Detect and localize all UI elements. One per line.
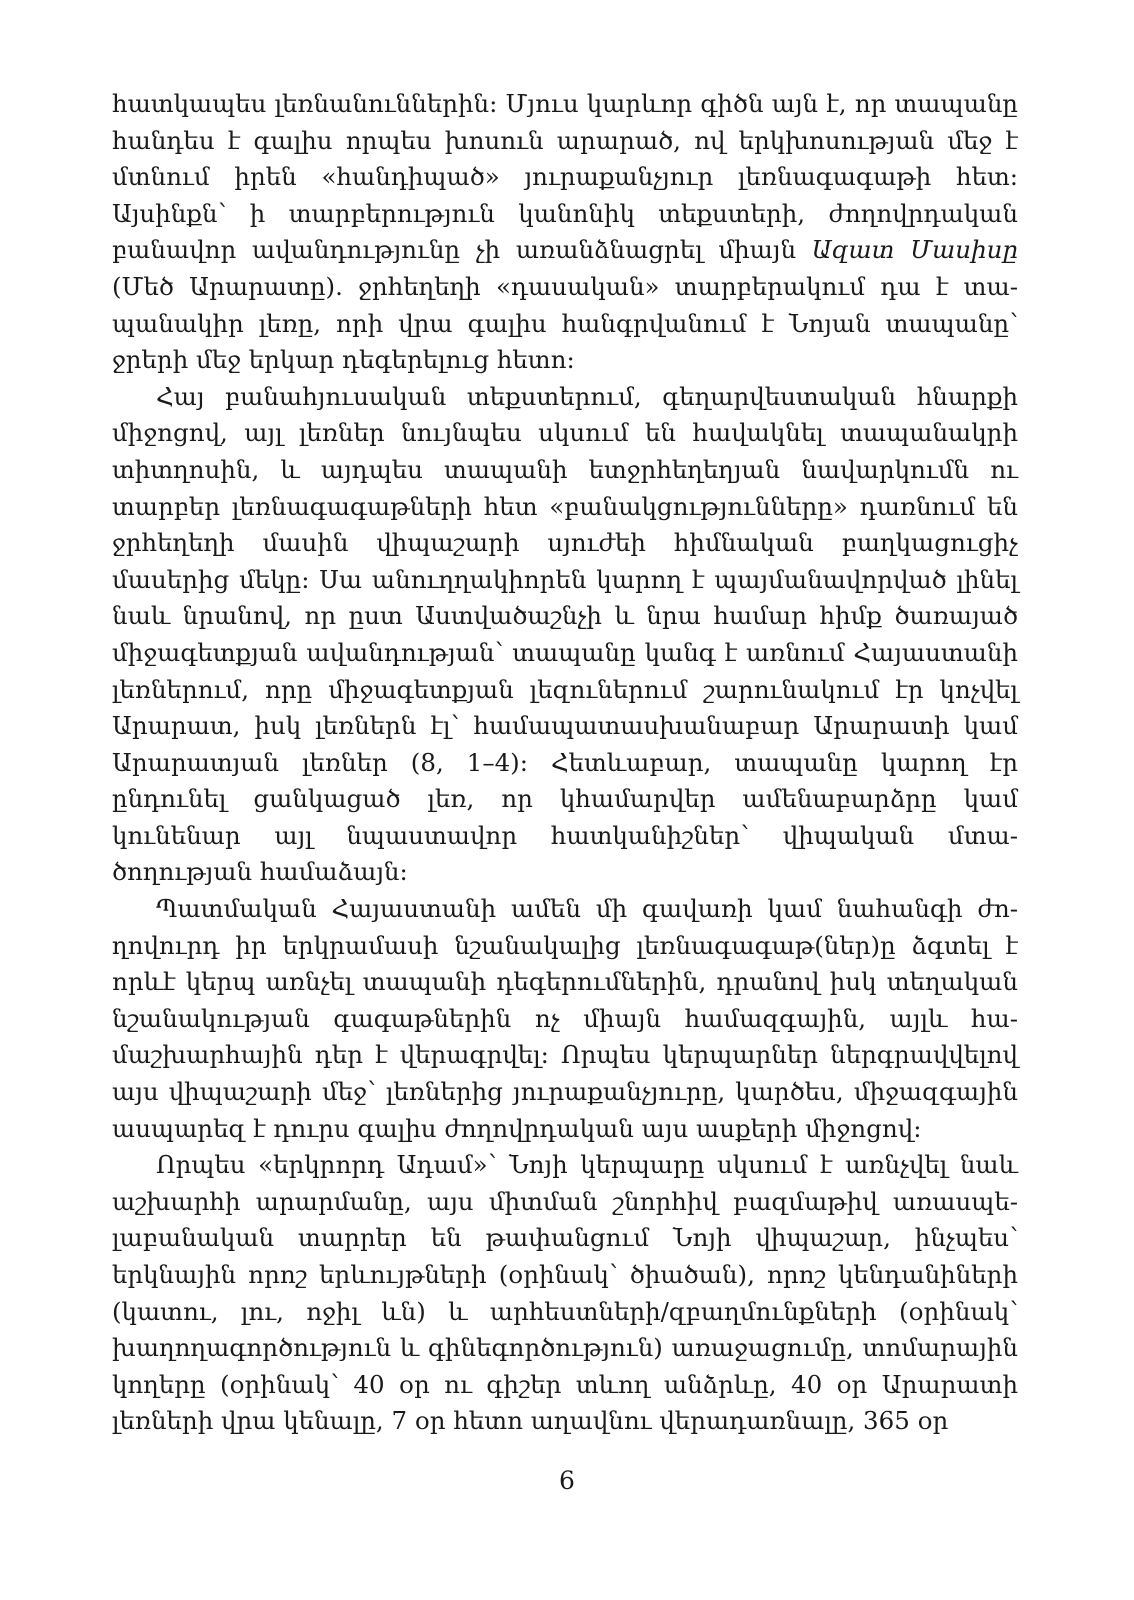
paragraph-3: Պատմական Հայաստանի ամեն մի գավառի կամ նահանգի ժողովուրդ իր երկրամասի նշանակալից լեռնագագաթ(ներ)ը ձգտել է որևէ կերպ առնչել տապանի դեգերումներին, դրանով իսկ տեղական նշանակության գագաթներին ոչ միայն համազգային, այլև համաշխարհային դեր է վերագրվել: Որպես կերպարներ ներգրավվելով այս վիպաշարի մեջ՝ լեռներից յուրաքանչյուրը, կարծես, միջազգային ասպարեզ է դուրս գալիս ժողովրդական այս ասքերի միջոցով: bbox=[112, 894, 1018, 1143]
paragraph-1-text: հատկապես լեռնանուններին: Մյուս կարևոր գիծն այն է, որ տապանը հանդես է գալիս որպես խոսուն արարած, ով երկխոսության մեջ է մտնում իրեն «հանդիպած» յուրաքանչյուր լեռնագագաթի հետ: Այսինքն՝ ի տարբերություն կանոնիկ տեքստերի, ժողովրդական բանավոր ավանդությունը չի առանձնացրել միայն bbox=[112, 89, 1018, 265]
page-number: 6 bbox=[559, 1466, 575, 1495]
paragraph-1-emphasis: Ազատ Մասիսը bbox=[811, 235, 1018, 265]
paragraph-2: Հայ բանահյուսական տեքստերում, գեղարվեստական հնարքի միջոցով, այլ լեռներ նույնպես սկսում են հավակնել տապանակրի տիտղոսին, և այդպես տապանի ետջրհեղեղյան նավարկումն ու տարբեր լեռնագագաթների հետ «բանակցությունները» դառնում են ջրհեղեղի մասին վիպաշարի սյուժեի հիմնական բաղկացուցիչ մասերից մեկը: Սա անուղղակիորեն կարող է պայմանավորված լինել նաև նրանով, որ ըստ Աստվածաշնչի և նրա համար հիմք ծառայած միջագետքյան ավանդության՝ տապանը կանգ է առնում Հայաստանի լեռներում, որը միջագետքյան լեզուներում շարունակում էր կոչվել Արարատ, իսկ լեռներն էլ՝ համապատասխանաբար Արարատի կամ Արարատյան լեռներ (8, 1–4): Հետևաբար, տապանը կարող էր ընդունել ցանկացած լեռ, որ կհամարվեր ամենաբարձրը կամ կունենար այլ նպաստավոր հատկանիշներ՝ վիպական մտածողության համաձայն: bbox=[112, 381, 1018, 887]
paragraph-1-text-after: (Մեծ Արարատը). ջրհեղեղի «դասական» տարբերակում դա է տապանակիր լեռը, որի վրա գալիս հանգրվանում է Նոյան տապանը՝ ջրերի մեջ երկար դեգերելուց հետո: bbox=[112, 271, 1018, 375]
document-page bbox=[112, 86, 1018, 1440]
paragraph-4: Որպես «երկրորդ Ադամ»՝ Նոյի կերպարը սկսում է առնչվել նաև աշխարհի արարմանը, այս միտման շնորհիվ բազմաթիվ առասպելաբանական տարրեր են թափանցում Նոյի վիպաշար, ինչպես՝ երկնային որոշ երևույթների (օրինակ՝ ծիածան), որոշ կենդանիների (կատու, լու, ոջիլ ևն) և արհեստների/զբաղմունքների (օրինակ՝ խաղողագործություն և գինեգործություն) առաջացումը, տոմարային կողերը (օրինակ՝ 40 օր ու գիշեր տևող անձրևը, 40 օր Արարատի լեռների վրա կենալը, 7 օր հետո աղավնու վերադառնալը, 365 օր bbox=[112, 1150, 1018, 1436]
paragraph-1 bbox=[112, 86, 1018, 379]
